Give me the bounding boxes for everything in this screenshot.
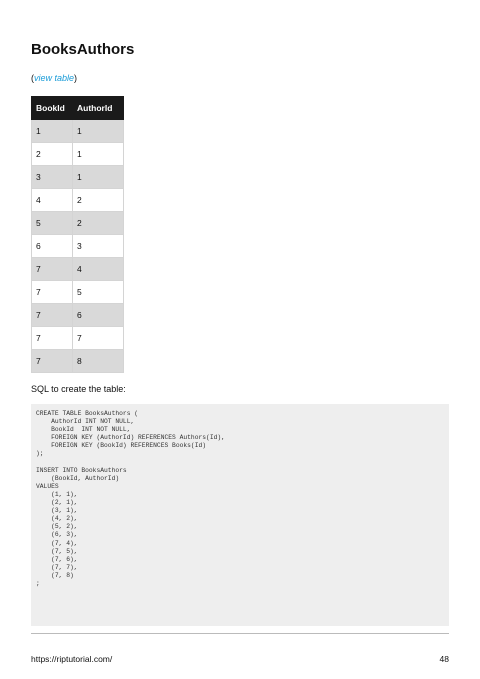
cell-authorid: 8 xyxy=(73,350,124,373)
cell-authorid: 2 xyxy=(73,212,124,235)
table-row xyxy=(32,189,124,212)
cell-bookid: 7 xyxy=(32,327,73,350)
table-row xyxy=(32,166,124,189)
footer-url: https://riptutorial.com/ xyxy=(31,654,113,664)
view-table-line xyxy=(31,73,77,83)
sql-code-block: CREATE TABLE BooksAuthors ( AuthorId INT NOT NULL, BookId INT NOT NULL, FOREIGN KEY (AuthorId) REFERENCES Authors(Id), FOREIGN KEY (BookId) REFERENCES Books(Id) ); INSERT INTO BooksAuthors (BookId, AuthorId) VALUES (1, 1), (2, 1), (3, 1), (4, 2), (5, 2), (6, 3), (7, 4), (7, 5), (7, 6), (7, 7), (7, 8) ; xyxy=(31,404,449,626)
cell-authorid: 3 xyxy=(73,235,124,258)
page-title: BooksAuthors xyxy=(31,41,135,58)
cell-authorid: 4 xyxy=(73,258,124,281)
cell-authorid: 7 xyxy=(73,327,124,350)
table-body xyxy=(32,120,124,373)
cell-bookid: 4 xyxy=(32,189,73,212)
cell-bookid: 6 xyxy=(32,235,73,258)
page-number: 48 xyxy=(439,654,449,664)
table-row xyxy=(32,212,124,235)
cell-authorid: 1 xyxy=(73,143,124,166)
table-row xyxy=(32,350,124,373)
cell-authorid: 5 xyxy=(73,281,124,304)
close-paren: ) xyxy=(74,73,78,83)
column-header-bookid: BookId xyxy=(32,97,73,120)
cell-authorid: 2 xyxy=(73,189,124,212)
cell-bookid: 7 xyxy=(32,304,73,327)
cell-authorid: 1 xyxy=(73,120,124,143)
cell-bookid: 7 xyxy=(32,350,73,373)
table-row xyxy=(32,258,124,281)
cell-bookid: 7 xyxy=(32,258,73,281)
cell-bookid: 1 xyxy=(32,120,73,143)
cell-bookid: 3 xyxy=(32,166,73,189)
cell-authorid: 6 xyxy=(73,304,124,327)
sql-heading: SQL to create the table: xyxy=(31,384,126,394)
table-row xyxy=(32,143,124,166)
cell-bookid: 2 xyxy=(32,143,73,166)
books-authors-table xyxy=(31,96,124,373)
table-row xyxy=(32,120,124,143)
column-header-authorid: AuthorId xyxy=(73,97,124,120)
table-row xyxy=(32,304,124,327)
cell-authorid: 1 xyxy=(73,166,124,189)
view-table-link[interactable]: view table xyxy=(34,73,75,83)
table-row xyxy=(32,281,124,304)
cell-bookid: 5 xyxy=(32,212,73,235)
open-paren: ( xyxy=(31,73,34,83)
cell-bookid: 7 xyxy=(32,281,73,304)
footer-divider xyxy=(31,633,449,634)
table-row xyxy=(32,235,124,258)
table-row xyxy=(32,327,124,350)
table-header-row xyxy=(32,97,124,120)
